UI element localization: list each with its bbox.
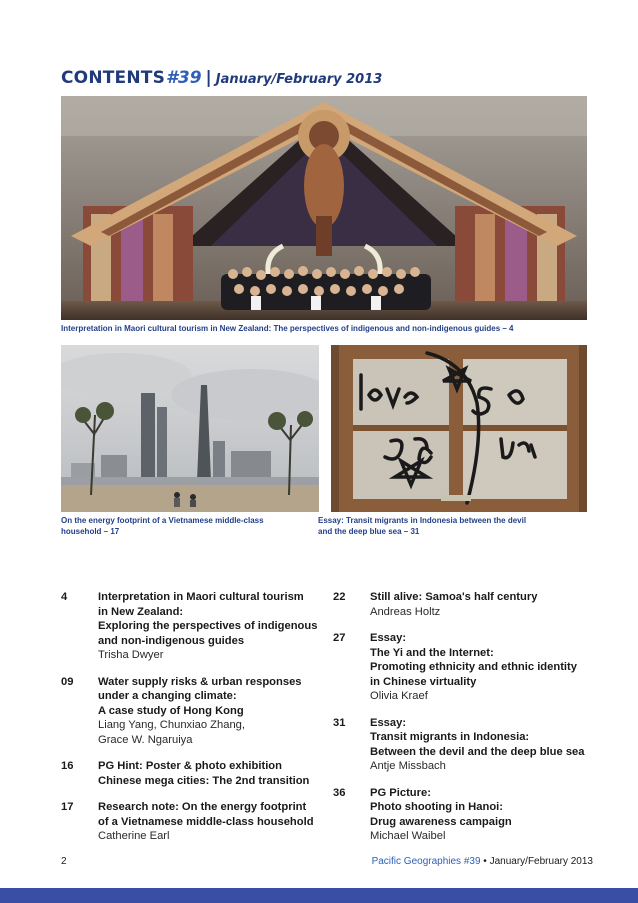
toc-title: PG Hint: Poster & photo exhibition Chinese mega cities: The 2nd transition xyxy=(98,760,310,787)
toc-entry[interactable] xyxy=(61,800,331,844)
left-caption-line-1: On the energy footprint of a Vietnamese middle-class xyxy=(61,516,264,525)
toc-author: Liang Yang, Chunxiao Zhang, Grace W. Ngaruiya xyxy=(98,719,245,746)
toc-author: Catherine Earl xyxy=(98,830,170,842)
footer-bullet: • xyxy=(480,856,490,867)
graffiti-door-photo xyxy=(331,345,587,512)
maori-meeting-house-photo xyxy=(61,96,587,320)
toc-page-number: 22 xyxy=(333,591,346,603)
journal-name: Pacific Geographies #39 xyxy=(371,856,481,867)
toc-page-number: 4 xyxy=(61,591,68,603)
toc-author: Olivia Kraef xyxy=(370,690,428,702)
right-photo-caption xyxy=(318,515,526,537)
toc-author: Antje Missbach xyxy=(370,760,446,772)
footer-journal-info xyxy=(372,856,593,867)
right-caption-line-1: Essay: Transit migrants in Indonesia between the devil xyxy=(318,516,527,525)
header-separator: | xyxy=(205,68,212,88)
left-photo-caption xyxy=(61,515,264,537)
toc-title: Essay: The Yi and the Internet: Promoting ethnicity and ethnic identity in Chinese virtuality xyxy=(370,632,577,688)
toc-author: Trisha Dwyer xyxy=(98,649,164,661)
toc-title: PG Picture: Photo shooting in Hanoi: Drug awareness campaign xyxy=(370,786,512,828)
right-caption-line-2: and the deep blue sea – 31 xyxy=(318,527,420,536)
toc-entry[interactable] xyxy=(61,590,331,663)
toc-title: Essay: Transit migrants in Indonesia: Between the devil and the deep blue sea xyxy=(370,716,585,758)
issue-number: #39 xyxy=(166,68,202,88)
toc-entry[interactable] xyxy=(333,631,613,704)
toc-page-number: 36 xyxy=(333,786,346,799)
toc-page-number: 17 xyxy=(61,801,74,813)
contents-title: CONTENTS xyxy=(61,68,166,88)
toc-page-number: 09 xyxy=(61,675,74,688)
toc-author: Michael Waibel xyxy=(370,830,446,842)
left-caption-line-2: household – 17 xyxy=(61,527,120,536)
toc-entry[interactable] xyxy=(333,590,613,619)
toc-entry[interactable] xyxy=(333,786,613,844)
saigon-skyline-photo xyxy=(61,345,319,512)
toc-right-column xyxy=(333,590,613,856)
toc-page-number: 16 xyxy=(61,760,74,772)
bottom-color-bar xyxy=(0,888,638,903)
toc-title: Water supply risks & urban responses under a changing climate: A case study of Hong Kong xyxy=(98,675,302,717)
toc-left-column xyxy=(61,590,331,856)
page-number: 2 xyxy=(61,856,67,867)
toc-entry[interactable] xyxy=(61,675,331,748)
toc-page-number: 31 xyxy=(333,716,346,729)
toc-entry[interactable] xyxy=(333,716,613,774)
toc-author: Andreas Holtz xyxy=(370,605,441,618)
contents-header xyxy=(61,68,382,88)
footer-date: January/February 2013 xyxy=(489,856,593,867)
issue-date: January/February 2013 xyxy=(215,72,383,87)
toc-entry[interactable] xyxy=(61,759,331,788)
top-photo-caption: Interpretation in Maori cultural tourism in New Zealand: The perspectives of indigenous and non-indigenous guides – 4 xyxy=(61,324,514,333)
toc-page-number: 27 xyxy=(333,632,346,644)
toc-title: Still alive: Samoa's half century xyxy=(370,591,538,603)
toc-title: Research note: On the energy footprint of a Vietnamese middle-class household xyxy=(98,801,314,828)
toc-title: Interpretation in Maori cultural tourism in New Zealand: Exploring the perspectives of indigenous and non-indigenous guides xyxy=(98,591,318,647)
